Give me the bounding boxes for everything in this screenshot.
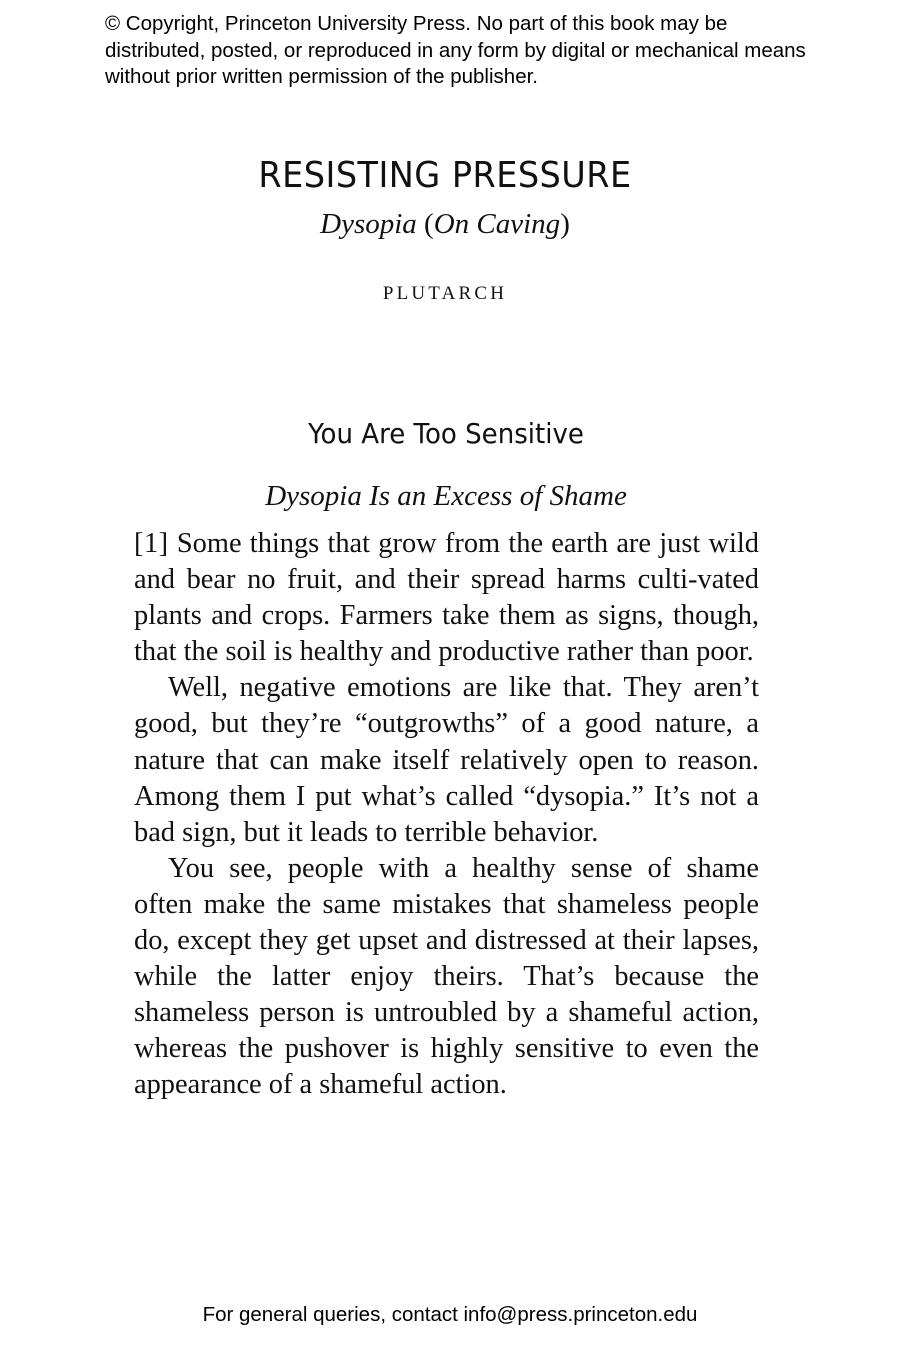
footer-contact: For general queries, contact info@press.princeton.edu <box>202 1303 698 1326</box>
paragraph-1-text: Some things that grow from the earth are just wild and bear no fruit, and their spread harms culti-vated plants and crops. Farmers take them as signs, though, that the soil is healthy and productive rather than poor. <box>134 528 759 668</box>
copyright-notice: © Copyright, Princeton University Press. No part of this book may be distributed, posted, or reproduced in any form by digital or mechanical means without prior written permission of the publisher. <box>105 12 806 88</box>
subtitle-paren-open: ( <box>416 208 434 240</box>
section-heading: You Are Too Sensitive <box>308 417 584 450</box>
paragraph-1 <box>134 526 759 670</box>
paragraph-number: [1] <box>134 528 169 559</box>
paragraph-3: You see, people with a healthy sense of shame often make the same mistakes that shameless people do, except they get upset and distressed at their lapses, while the latter enjoy theirs. That’s because the shameless person is untroubled by a shameful action, whereas the pushover is highly sensitive to even the appearance of a shameful action. <box>134 852 759 1101</box>
subsection-heading: Dysopia Is an Excess of Shame <box>265 480 627 512</box>
subtitle-english-term: On Caving <box>433 208 561 240</box>
chapter-author: PLUTARCH <box>382 283 508 304</box>
body-text <box>134 526 759 1104</box>
subtitle-greek-term: Dysopia <box>320 208 417 240</box>
paragraph-2: Well, negative emotions are like that. They aren’t good, but they’re “outgrowths” of a good nature, a nature that can make itself relatively open to reason. Among them I put what’s called “dysopia.” It’s not a bad sign, but it leads to terrible behavior. <box>134 672 759 848</box>
chapter-title: RESISTING PRESSURE <box>258 155 632 196</box>
subtitle-paren-close: ) <box>560 208 570 240</box>
chapter-subtitle <box>0 208 890 241</box>
